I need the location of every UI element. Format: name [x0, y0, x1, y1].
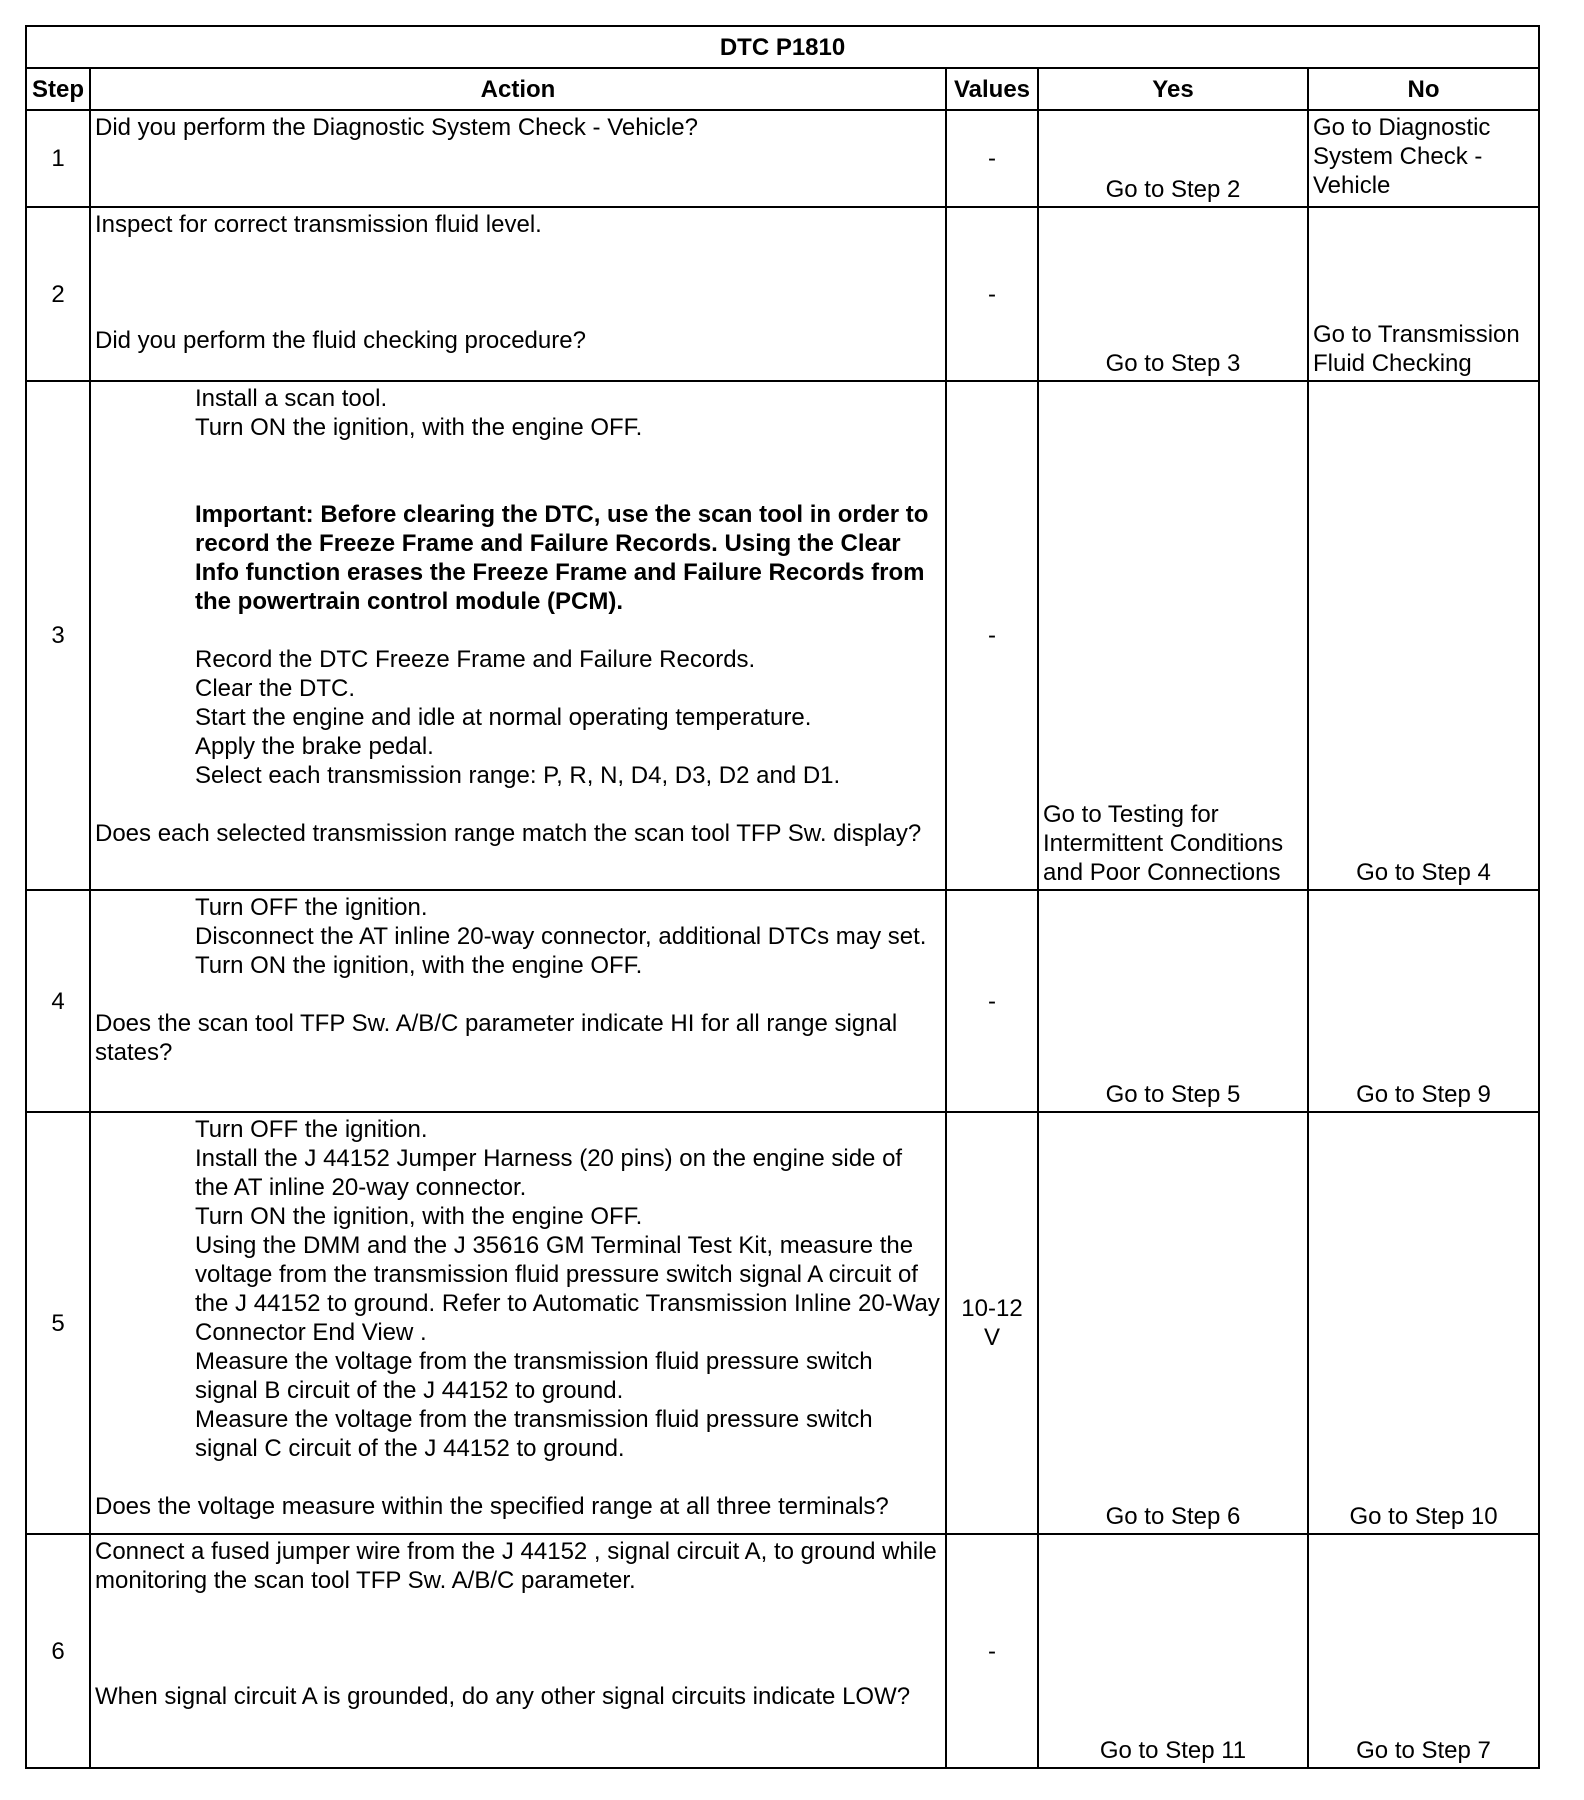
header-step: Step [26, 68, 90, 110]
step-number: 5 [26, 1112, 90, 1534]
no-cell: Go to Transmission Fluid Checking [1308, 207, 1539, 381]
substep-text: Measure the voltage from the transmission fluid pressure switch signal B circuit of the J 44152 to ground. [195, 1348, 873, 1404]
table-row [26, 110, 1539, 207]
action-question: Does each selected transmission range match the scan tool TFP Sw. display? [95, 820, 922, 847]
title-row [26, 26, 1539, 68]
substep-text: Apply the brake pedal. [195, 733, 434, 760]
yes-cell: Go to Step 6 [1038, 1112, 1308, 1534]
substep-text: Install a scan tool. [195, 385, 388, 412]
action-cell [90, 207, 946, 381]
dtc-table-container [25, 25, 1540, 1769]
no-cell: Go to Step 4 [1308, 381, 1539, 890]
table-row [26, 890, 1539, 1112]
substep-text: Disconnect the AT inline 20-way connector, additional DTCs may set. [195, 923, 927, 950]
step-number: 2 [26, 207, 90, 381]
action-question: Does the scan tool TFP Sw. A/B/C parameter indicate HI for all range signal states? [95, 1010, 898, 1066]
action-text: Inspect for correct transmission fluid level. [95, 211, 542, 238]
step-number: 1 [26, 110, 90, 207]
no-cell: Go to Step 9 [1308, 890, 1539, 1112]
action-cell [90, 110, 946, 207]
values-cell: - [946, 381, 1038, 890]
table-row [26, 1534, 1539, 1768]
substep-text: Clear the DTC. [195, 675, 356, 702]
substep-text: Turn OFF the ignition. [195, 1116, 428, 1143]
substep-text: Measure the voltage from the transmission fluid pressure switch signal C circuit of the J 44152 to ground. [195, 1406, 873, 1462]
substep-text: Turn ON the ignition, with the engine OFF. [195, 414, 643, 441]
table-row [26, 381, 1539, 890]
yes-cell: Go to Step 5 [1038, 890, 1308, 1112]
values-cell: - [946, 207, 1038, 381]
no-cell: Go to Step 7 [1308, 1534, 1539, 1768]
action-text: Connect a fused jumper wire from the J 44152 , signal circuit A, to ground while monitoring the scan tool TFP Sw. A/B/C parameter. [95, 1538, 937, 1594]
step-number: 3 [26, 381, 90, 890]
yes-cell: Go to Testing for Intermittent Conditions and Poor Connections [1038, 381, 1308, 890]
no-cell: Go to Step 10 [1308, 1112, 1539, 1534]
yes-cell: Go to Step 11 [1038, 1534, 1308, 1768]
action-question: Does the voltage measure within the specified range at all three terminals? [95, 1493, 889, 1520]
header-row [26, 68, 1539, 110]
header-yes: Yes [1038, 68, 1308, 110]
substep-text: Using the DMM and the J 35616 GM Terminal Test Kit, measure the voltage from the transmission fluid pressure switch signal A circuit of the J 44152 to ground. Refer to Automatic Transmission Inline 20-Way Connector End View . [195, 1232, 940, 1346]
action-cell [90, 1534, 946, 1768]
substep-text: Record the DTC Freeze Frame and Failure Records. [195, 646, 756, 673]
header-values: Values [946, 68, 1038, 110]
header-action: Action [90, 68, 946, 110]
substep-text: Start the engine and idle at normal operating temperature. [195, 704, 812, 731]
substep-text: Turn ON the ignition, with the engine OFF. [195, 1203, 643, 1230]
action-question: When signal circuit A is grounded, do any other signal circuits indicate LOW? [95, 1683, 911, 1710]
values-cell: - [946, 110, 1038, 207]
yes-cell: Go to Step 3 [1038, 207, 1308, 381]
action-cell [90, 1112, 946, 1534]
substep-text: Install the J 44152 Jumper Harness (20 pins) on the engine side of the AT inline 20-way connector. [195, 1145, 903, 1201]
yes-cell: Go to Step 2 [1038, 110, 1308, 207]
no-cell: Go to Diagnostic System Check - Vehicle [1308, 110, 1539, 207]
table-row [26, 1112, 1539, 1534]
important-note: Important: Before clearing the DTC, use the scan tool in order to record the Freeze Frame and Failure Records. Using the Clear Info function erases the Freeze Frame and Failure Records from the powertrain control module (PCM). [195, 501, 929, 615]
step-number: 6 [26, 1534, 90, 1768]
values-cell: - [946, 1534, 1038, 1768]
action-cell [90, 890, 946, 1112]
values-cell: 10-12 V [946, 1112, 1038, 1534]
action-cell [90, 381, 946, 890]
substep-text: Turn ON the ignition, with the engine OFF. [195, 952, 643, 979]
action-text: Did you perform the Diagnostic System Check - Vehicle? [95, 114, 698, 141]
action-question: Did you perform the fluid checking procedure? [95, 327, 586, 354]
table-row [26, 207, 1539, 381]
header-no: No [1308, 68, 1539, 110]
step-number: 4 [26, 890, 90, 1112]
substep-text: Turn OFF the ignition. [195, 894, 428, 921]
values-cell: - [946, 890, 1038, 1112]
substep-text: Select each transmission range: P, R, N, D4, D3, D2 and D1. [195, 762, 841, 789]
dtc-table [25, 25, 1540, 1769]
table-title: DTC P1810 [26, 26, 1539, 68]
